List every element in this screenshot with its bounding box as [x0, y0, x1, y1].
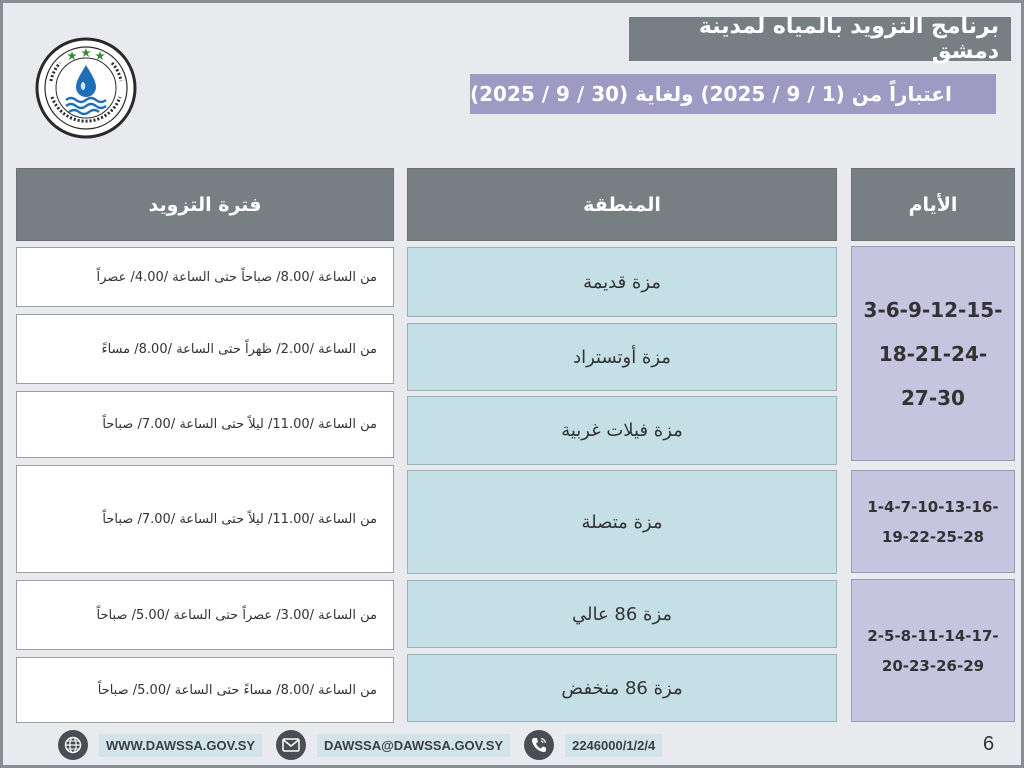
- page-number: 6: [983, 733, 995, 755]
- area-cell: مزة فيلات غربية: [407, 396, 837, 465]
- area-cell: مزة قديمة: [407, 247, 837, 317]
- days-group-2: [851, 470, 1015, 573]
- header-area: المنطقة: [407, 168, 837, 241]
- period-cell: من الساعة /8.00/ صباحاً حتى الساعة /4.00/ عصراً: [16, 247, 394, 307]
- area-cell: مزة متصلة: [407, 470, 837, 574]
- area-cell: مزة 86 عالي: [407, 580, 837, 648]
- email-link[interactable]: DAWSSA@DAWSSA.GOV.SY: [317, 734, 510, 757]
- days-line: 18-21-24-: [878, 341, 988, 366]
- period-cell: من الساعة /11.00/ ليلاً حتى الساعة /7.00/ صباحاً: [16, 391, 394, 458]
- mail-icon: [276, 730, 306, 760]
- days-line: 1-4-7-10-13-16-: [867, 497, 999, 516]
- days-line: 27-30: [901, 385, 965, 410]
- header-period: فترة التزويد: [16, 168, 394, 241]
- phone-icon: [524, 730, 554, 760]
- globe-icon: [58, 730, 88, 760]
- area-cell: مزة 86 منخفض: [407, 654, 837, 722]
- days-line: 2-5-8-11-14-17-: [867, 626, 999, 645]
- header-days: الأيام: [851, 168, 1015, 241]
- organization-logo: [34, 37, 138, 139]
- website-link[interactable]: WWW.DAWSSA.GOV.SY: [99, 734, 262, 757]
- period-cell: من الساعة /3.00/ عصراً حتى الساعة /5.00/ صباحاً: [16, 580, 394, 650]
- days-line: 20-23-26-29: [881, 656, 985, 675]
- days-line: 19-22-25-28: [881, 527, 985, 546]
- period-cell: من الساعة /2.00/ ظهراً حتى الساعة /8.00/ مساءً: [16, 314, 394, 384]
- phone-number[interactable]: 2246000/1/2/4: [565, 734, 662, 757]
- period-cell: من الساعة /8.00/ مساءً حتى الساعة /5.00/ صباحاً: [16, 657, 394, 723]
- page-title: برنامج التزويد بالمياه لمدينة دمشق: [629, 17, 1011, 61]
- days-group-1: [851, 246, 1015, 461]
- period-cell: من الساعة /11.00/ ليلاً حتى الساعة /7.00/ صباحاً: [16, 465, 394, 573]
- date-range-subtitle: اعتباراً من (1 / 9 / 2025) ولغاية (30 / 9 / 2025): [470, 74, 996, 114]
- days-line: 3-6-9-12-15-: [863, 297, 1003, 322]
- area-cell: مزة أوتستراد: [407, 323, 837, 391]
- days-group-3: [851, 579, 1015, 722]
- footer-contacts: [58, 730, 676, 760]
